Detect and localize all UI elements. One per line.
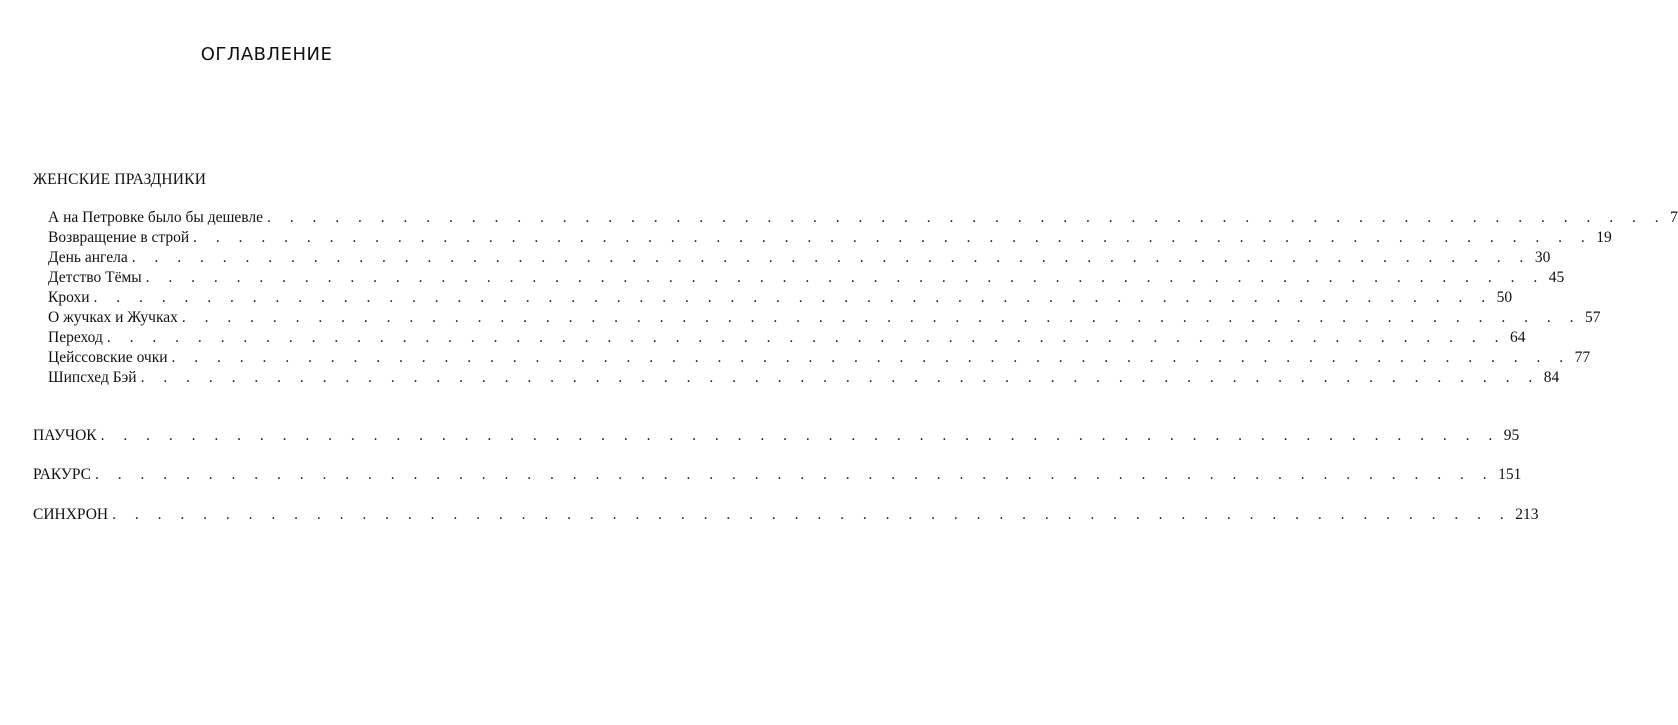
- toc-entry-page: 30: [1534, 249, 1551, 266]
- toc-entry-page: 151: [1498, 466, 1522, 483]
- toc-entry-title: РАКУРС: [33, 466, 91, 483]
- toc-entry-page: 95: [1503, 427, 1520, 444]
- toc-entry-page: 64: [1509, 329, 1526, 346]
- toc-entry-title: А на Петровке было бы дешевле: [48, 209, 264, 226]
- dot-leader: . . . . . . . . . . . . . . . . . . . . . . . . . . . . . . . . . . . . . . . . . . . . . . . . . . . . . . . . . . . . . .: [93, 289, 1493, 306]
- toc-top-entry: [33, 426, 1520, 445]
- toc-entry-page: 50: [1496, 289, 1513, 306]
- toc-entry-page: 84: [1543, 369, 1560, 386]
- toc-entry: [48, 348, 1591, 367]
- toc-entry-title: Возвращение в строй: [48, 229, 190, 246]
- toc-entry-title: Шипсхед Бэй: [48, 369, 137, 386]
- page-title: ОГЛАВЛЕНИЕ: [200, 44, 333, 65]
- toc-entry: [48, 368, 1560, 387]
- toc-entry-page: 57: [1585, 309, 1601, 326]
- dot-leader: . . . . . . . . . . . . . . . . . . . . . . . . . . . . . . . . . . . . . . . . . . . . . . . . . . . . . . . . . . . . . .: [112, 506, 1512, 523]
- toc-entry-title: Детство Тёмы: [48, 269, 142, 286]
- toc-entry-title: О жучках и Жучках: [48, 309, 178, 326]
- toc-entry-title: Переход: [48, 329, 103, 346]
- section-heading: ЖЕНСКИЕ ПРАЗДНИКИ: [33, 171, 207, 188]
- dot-leader: . . . . . . . . . . . . . . . . . . . . . . . . . . . . . . . . . . . . . . . . . . . . . . . . . . . . . . . . . . . . . .: [140, 369, 1540, 386]
- toc-entry: [48, 308, 1601, 327]
- toc-entry-title: СИНХРОН: [33, 506, 109, 523]
- dot-leader: . . . . . . . . . . . . . . . . . . . . . . . . . . . . . . . . . . . . . . . . . . . . . . . . . . . . . . . . . . . . . .: [181, 309, 1582, 326]
- toc-top-entry: [33, 465, 1522, 484]
- toc-entry-page: 45: [1548, 269, 1565, 286]
- toc-entry-page: 77: [1574, 349, 1591, 366]
- toc-entry: [48, 328, 1526, 347]
- dot-leader: . . . . . . . . . . . . . . . . . . . . . . . . . . . . . . . . . . . . . . . . . . . . . . . . . . . . . . . . . . . . . .: [131, 249, 1531, 266]
- dot-leader: . . . . . . . . . . . . . . . . . . . . . . . . . . . . . . . . . . . . . . . . . . . . . . . . . . . . . . . . . . . . . .: [106, 329, 1506, 346]
- toc-entry-page: 19: [1596, 229, 1612, 246]
- dot-leader: . . . . . . . . . . . . . . . . . . . . . . . . . . . . . . . . . . . . . . . . . . . . . . . . . . . . . . . . . . . . . .: [94, 466, 1495, 483]
- toc-entry: [48, 288, 1513, 307]
- dot-leader: . . . . . . . . . . . . . . . . . . . . . . . . . . . . . . . . . . . . . . . . . . . . . . . . . . . . . . . . . . . . . .: [145, 269, 1545, 286]
- toc-entry-page: 213: [1515, 506, 1539, 523]
- toc-entry: [48, 208, 1678, 227]
- dot-leader: . . . . . . . . . . . . . . . . . . . . . . . . . . . . . . . . . . . . . . . . . . . . . . . . . . . . . . . . . . . . . .: [267, 209, 1667, 226]
- toc-entry: [48, 228, 1612, 247]
- toc-top-entry: [33, 505, 1539, 524]
- toc-entry-title: День ангела: [48, 249, 128, 266]
- toc-entry-title: Цейссовские очки: [48, 349, 168, 366]
- toc-entry: [48, 248, 1551, 267]
- dot-leader: . . . . . . . . . . . . . . . . . . . . . . . . . . . . . . . . . . . . . . . . . . . . . . . . . . . . . . . . . . . . . .: [171, 349, 1571, 366]
- dot-leader: . . . . . . . . . . . . . . . . . . . . . . . . . . . . . . . . . . . . . . . . . . . . . . . . . . . . . . . . . . . . . .: [100, 427, 1500, 444]
- dot-leader: . . . . . . . . . . . . . . . . . . . . . . . . . . . . . . . . . . . . . . . . . . . . . . . . . . . . . . . . . . . . . .: [193, 229, 1593, 246]
- toc-entry-title: Крохи: [48, 289, 90, 306]
- toc-entry: [48, 268, 1565, 287]
- toc-entry-title: ПАУЧОК: [33, 427, 97, 444]
- toc-entry-page: 7: [1670, 209, 1678, 226]
